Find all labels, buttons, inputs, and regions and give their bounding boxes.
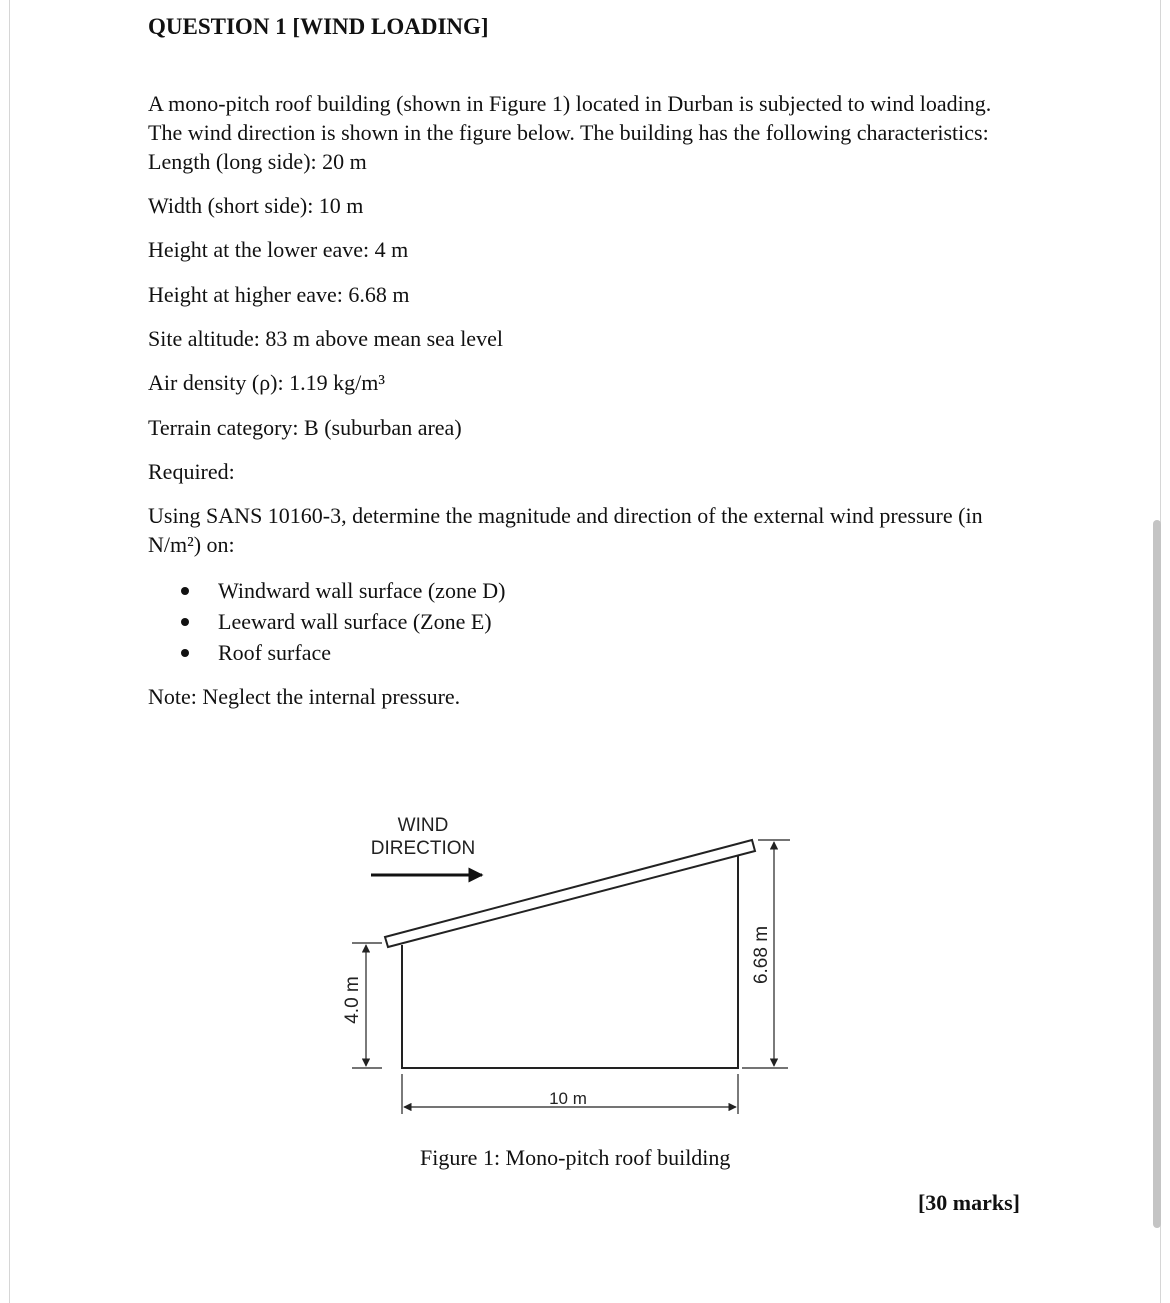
intro-line-1: A mono-pitch roof building (shown in Figure 1) located in Durban is subjected to wind loading. xyxy=(148,91,992,116)
intro-line-2: The wind direction is shown in the figure below. The building has the following characteristics: xyxy=(148,120,989,145)
surface-item-roof: Roof surface xyxy=(148,637,505,668)
surface-list xyxy=(148,575,505,668)
surface-item-windward: Windward wall surface (zone D) xyxy=(148,575,505,606)
page-left-edge xyxy=(9,0,10,1303)
characteristic-air-density: Air density (ρ): 1.19 kg/m³ xyxy=(148,370,385,395)
building-walls xyxy=(402,853,738,1068)
instruction-line-2: N/m²) on: xyxy=(148,532,235,557)
low-height-label: 4.0 m xyxy=(342,976,363,1024)
surface-item-leeward: Leeward wall surface (Zone E) xyxy=(148,606,505,637)
scrollbar-thumb[interactable] xyxy=(1153,520,1161,1228)
figure-caption: Figure 1: Mono-pitch roof building xyxy=(420,1145,731,1170)
question-title: QUESTION 1 [WIND LOADING] xyxy=(148,14,489,39)
high-height-label: 6.68 m xyxy=(751,925,772,985)
characteristic-width: Width (short side): 10 m xyxy=(148,193,364,218)
building-figure xyxy=(330,805,800,1125)
characteristic-altitude: Site altitude: 83 m above mean sea level xyxy=(148,326,503,351)
characteristic-low-eave: Height at the lower eave: 4 m xyxy=(148,237,409,262)
wind-label-line-1: WIND xyxy=(397,815,449,836)
width-label: 10 m xyxy=(549,1089,587,1108)
wind-label-line-2: DIRECTION xyxy=(370,838,476,859)
note: Note: Neglect the internal pressure. xyxy=(148,684,461,709)
instruction-line-1: Using SANS 10160-3, determine the magnitude and direction of the external wind pressure (in xyxy=(148,503,983,528)
characteristic-high-eave: Height at higher eave: 6.68 m xyxy=(148,282,410,307)
marks-label: [30 marks] xyxy=(917,1190,1020,1215)
required-label: Required: xyxy=(148,459,235,484)
characteristic-terrain: Terrain category: B (suburban area) xyxy=(148,415,462,440)
intro-line-3: Length (long side): 20 m xyxy=(148,149,367,174)
